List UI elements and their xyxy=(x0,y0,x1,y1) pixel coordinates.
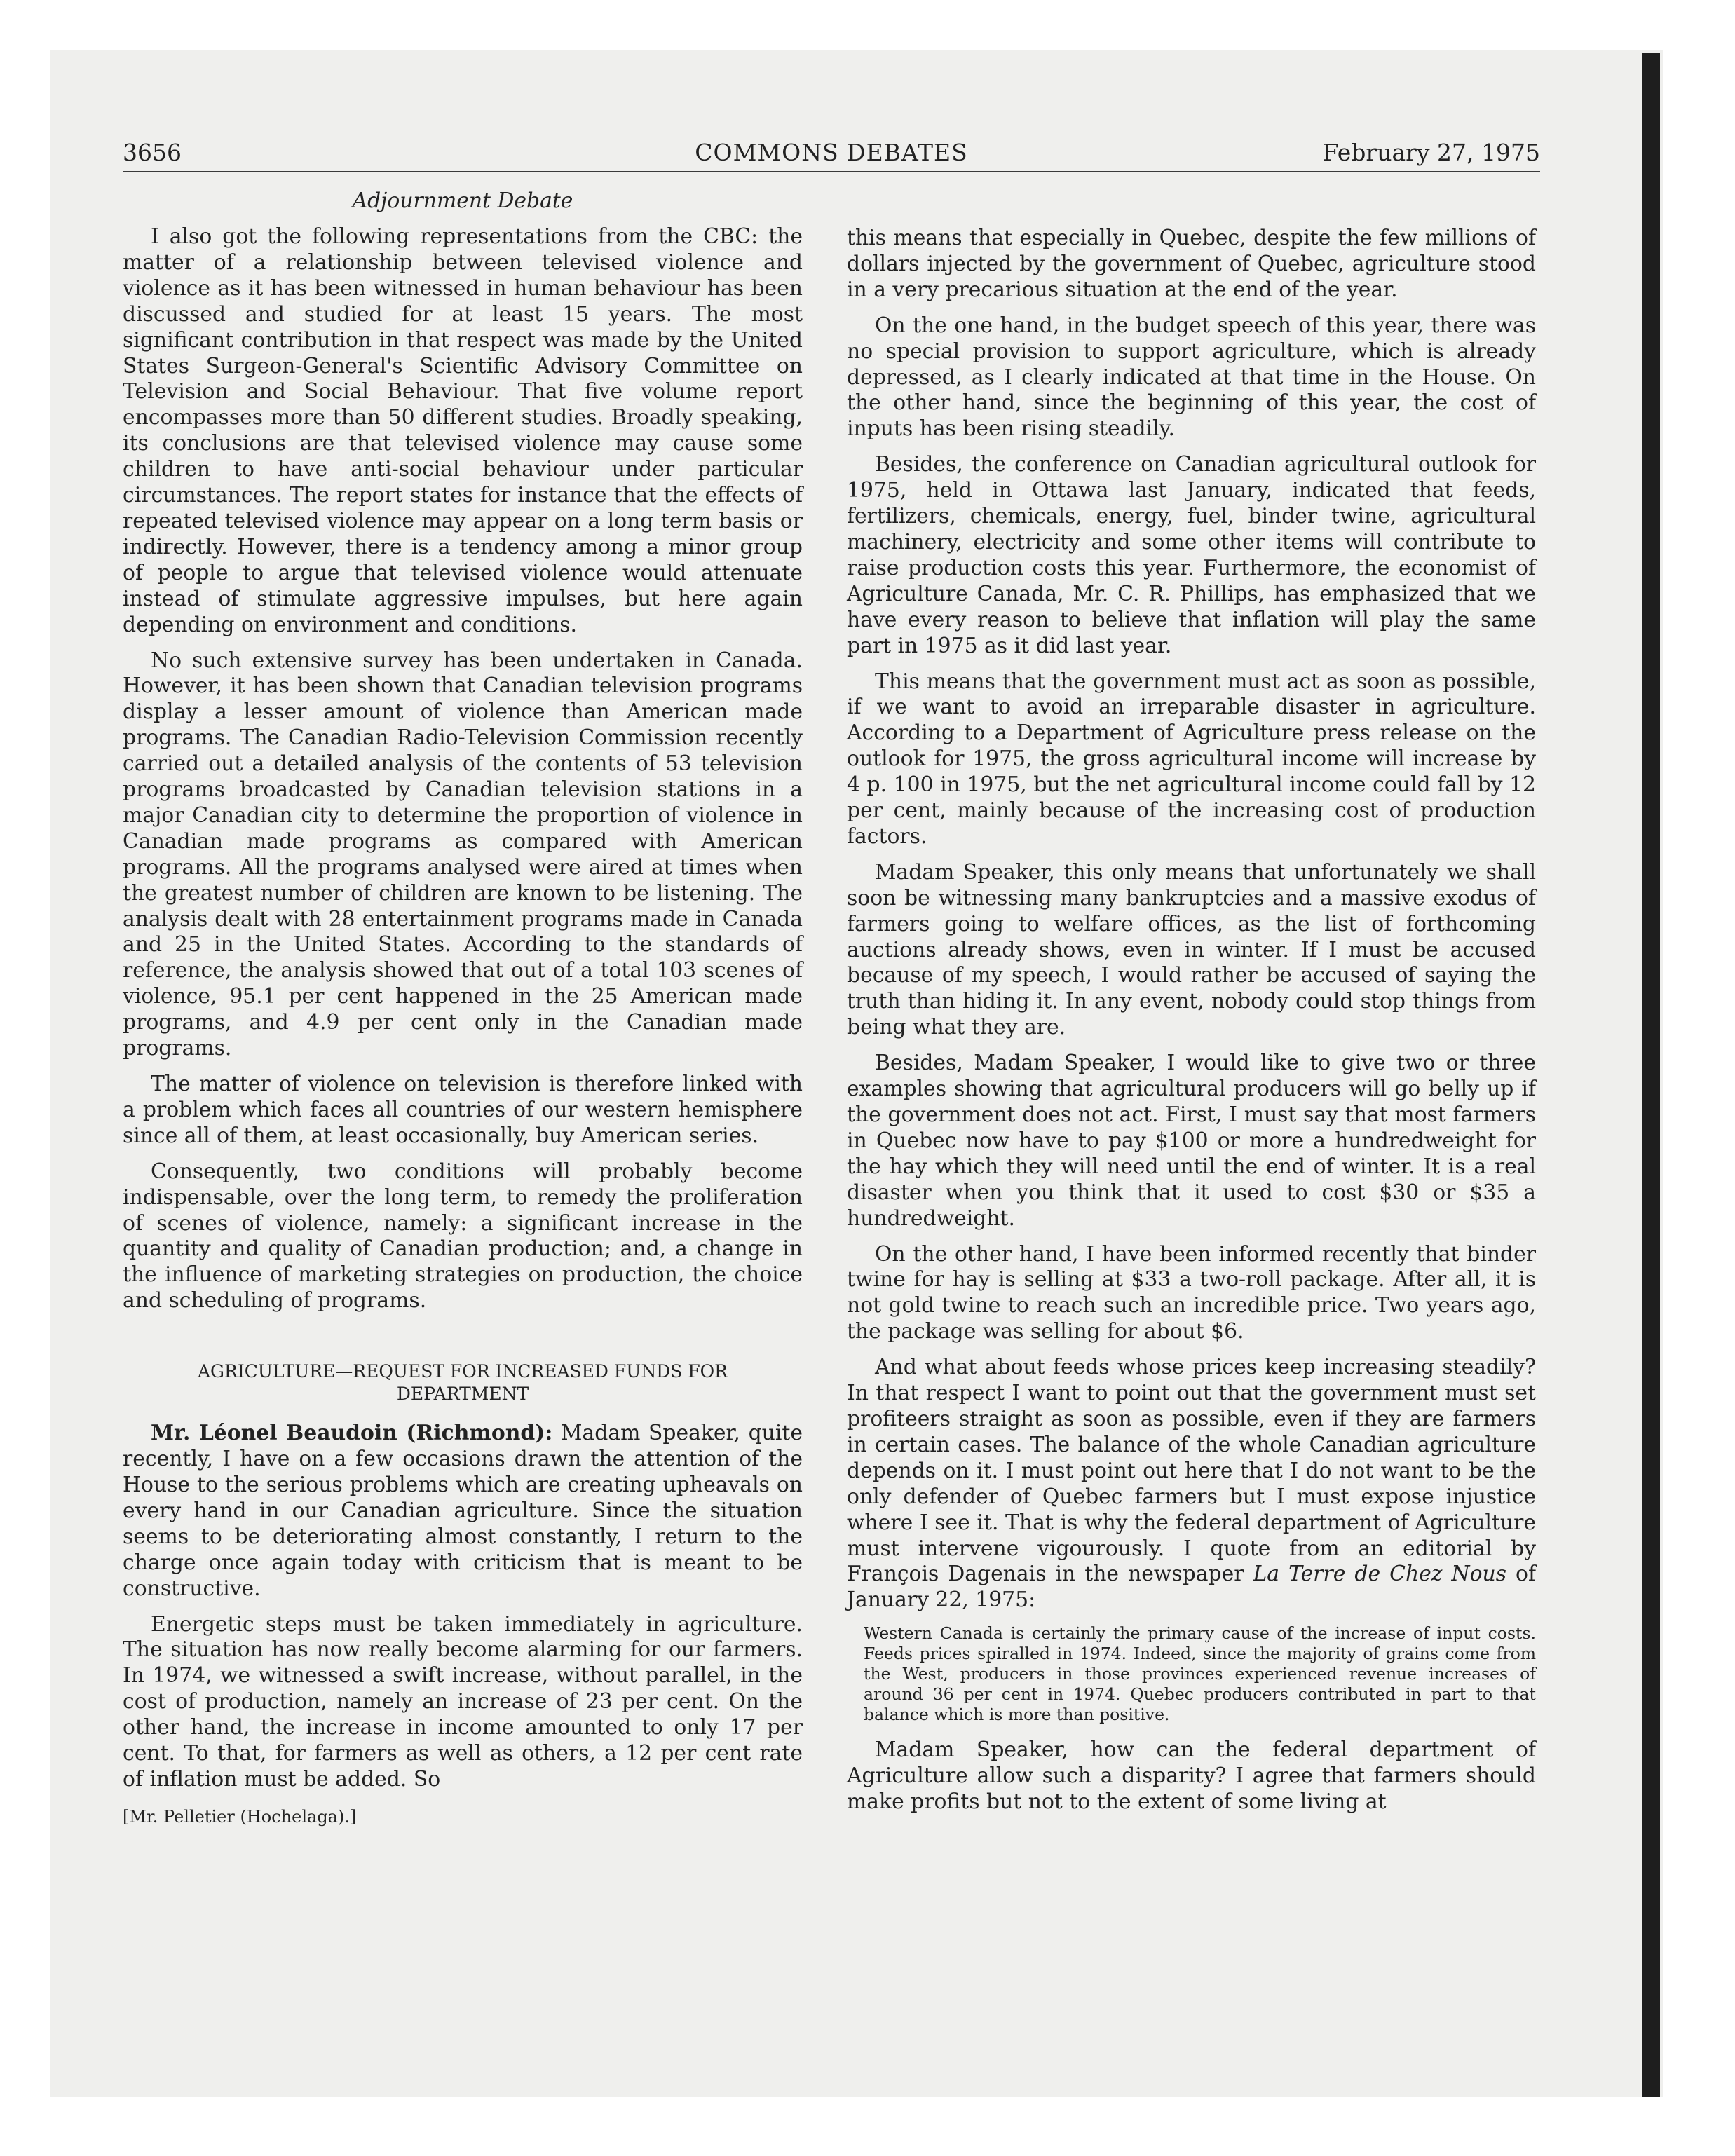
newspaper-name: La Terre de Chez Nous xyxy=(1253,1562,1506,1587)
paragraph: this means that especially in Quebec, despite the few millions of dollars injected by the government of Quebec, agriculture stood in a very precarious situation at the end of the year. xyxy=(847,226,1536,302)
issue-date: February 27, 1975 xyxy=(1322,139,1540,166)
header-rule xyxy=(123,171,1540,172)
paragraph: Madam Speaker, this only means that unfortunately we shall soon be witnessing many bankruptcies and a massive exodus of farmers going to welfare offices, as the list of forthcoming auctions already shows, even in winter. If I must be accused because of my speech, I would rather be accused of saying the truth than hiding it. In any event, nobody could stop things from being what they are. xyxy=(847,859,1536,1040)
editorial-text-start: And what about feeds whose prices keep increasing steadily? In that respect I want to point out that the government must set profiteers straight as soon as possible, even if they are farmers in certain cases. The balance of the whole Canadian agriculture depends on it. I must point out here that I do not want to be the only defender of Quebec farmers but I must expose injustice where I see it. That is why the federal department of Agriculture must intervene vigourously. I quote from an editorial by François Dagenais in the newspaper xyxy=(847,1355,1536,1587)
editorial-text-end: of January 22, 1975: xyxy=(847,1562,1536,1613)
speaker-name: Mr. Léonel Beaudoin (Richmond): xyxy=(151,1421,553,1446)
publication-title: COMMONS DEBATES xyxy=(695,139,968,166)
page-number: 3656 xyxy=(123,139,182,166)
paragraph: Besides, Madam Speaker, I would like to give two or three examples showing that agricultural producers will go belly up if the government does not act. First, I must say that most farmers in Quebec now have to pay $100 or more a hundredweight for the hay which they will need until the end of winter. It is a real disaster when you think that it used to cost $30 or $35 a hundredweight. xyxy=(847,1051,1536,1231)
speech-paragraph: Energetic steps must be taken immediately in agriculture. The situation has now really become alarming for our farmers. In 1974, we witnessed a swift increase, without parallel, in the cost of production, namely an increase of 23 per cent. On the other hand, the increase in income amounted to only 17 per cent. To that, for farmers as well as others, a 12 per cent rate of inflation must be added. So xyxy=(123,1611,803,1792)
left-column xyxy=(123,184,803,1828)
section-heading: AGRICULTURE—REQUEST FOR INCREASED FUNDS FOR DEPARTMENT xyxy=(198,1361,728,1405)
speech-text: Madam Speaker, quite recently, I have on a few occasions drawn the attention of the House to the serious problems which are creating upheavals on every hand in our Canadian agriculture. Since the situation seems to be deteriorating almost constantly, I return to the charge once again today with criticism that is meant to be constructive. xyxy=(123,1421,803,1601)
speech-paragraph xyxy=(123,1421,803,1602)
paragraph: Consequently, two conditions will probably become indispensable, over the long term, to remedy the proliferation of scenes of violence, namely: a significant increase in the quantity and quality of Canadian production; and, a change in the influence of marketing strategies on production, the choice and scheduling of programs. xyxy=(123,1159,803,1314)
editorial-paragraph xyxy=(847,1355,1536,1613)
paragraph: No such extensive survey has been undertaken in Canada. However, it has been shown that Canadian television programs display a lesser amount of violence than American made programs. The Canadian Radio-Television Commission recently carried out a detailed analysis of the contents of 53 television programs broadcasted by Canadian television stations in a major Canadian city to determine the proportion of violence in Canadian made programs as compared with American programs. All the programs analysed were aired at times when the greatest number of children are known to be listening. The analysis dealt with 28 entertainment programs made in Canada and 25 in the United States. According to the standards of reference, the analysis showed that out of a total 103 scenes of violence, 95.1 per cent happened in the 25 American made programs, and 4.9 per cent only in the Canadian made programs. xyxy=(123,648,803,1061)
paragraph: This means that the government must act as soon as possible, if we want to avoid an irreparable disaster in agriculture. According to a Department of Agriculture press release on the outlook for 1975, the gross agricultural income will increase by 4 p. 100 in 1975, but the net agricultural income could fall by 12 per cent, mainly because of the increasing cost of production factors. xyxy=(847,669,1536,849)
scan-edge-shadow xyxy=(1642,53,1660,2097)
running-head: Adjournment Debate xyxy=(352,189,573,213)
footer-note: [Mr. Pelletier (Hochelaga).] xyxy=(123,1806,357,1827)
right-column xyxy=(847,226,1536,1825)
paragraph: The matter of violence on television is therefore linked with a problem which faces all countries of our western hemisphere since all of them, at least occasionally, buy American series. xyxy=(123,1072,803,1148)
paragraph: On the one hand, in the budget speech of this year, there was no special provision to support agriculture, which is already depressed, as I clearly indicated at that time in the House. On the other hand, since the beginning of this year, the cost of inputs has been rising steadily. xyxy=(847,313,1536,442)
block-quotation: Western Canada is certainly the primary cause of the increase of input costs. Feeds prices spiralled in 1974. Indeed, since the majority of grains come from the West, producers in those provinces experienced revenue increases of around 36 per cent in 1974. Quebec producers contributed in part to that balance which is more than positive. xyxy=(864,1623,1536,1725)
paragraph: On the other hand, I have been informed recently that binder twine for hay is selling at $33 a two-roll package. After all, it is not gold twine to reach such an incredible price. Two years ago, the package was selling for about $6. xyxy=(847,1241,1536,1344)
paragraph: I also got the following representations from the CBC: the matter of a relationship between televised violence and violence as it has been witnessed in human behaviour has been discussed and studied for at least 15 years. The most significant contribution in that respect was made by the United States Surgeon-General's Scientific Advisory Committee on Television and Social Behaviour. That five volume report encompasses more than 50 different studies. Broadly speaking, its conclusions are that televised violence may cause some children to have anti-social behaviour under particular circumstances. The report states for instance that the effects of repeated televised violence may appear on a long term basis or indirectly. However, there is a tendency among a minor group of people to argue that televised violence would attenuate instead of stimulate aggressive impulses, but here again depending on environment and conditions. xyxy=(123,224,803,637)
page-header xyxy=(123,137,1540,168)
paragraph: Madam Speaker, how can the federal department of Agriculture allow such a disparity? I agree that farmers should make profits but not to the extent of some living at xyxy=(847,1738,1536,1815)
paragraph: Besides, the conference on Canadian agricultural outlook for 1975, held in Ottawa last January, indicated that feeds, fertilizers, chemicals, energy, fuel, binder twine, agricultural machinery, electricity and some other items will contribute to raise production costs this year. Furthermore, the economist of Agriculture Canada, Mr. C. R. Phillips, has emphasized that we have every reason to believe that inflation will play the same part in 1975 as it did last year. xyxy=(847,452,1536,658)
